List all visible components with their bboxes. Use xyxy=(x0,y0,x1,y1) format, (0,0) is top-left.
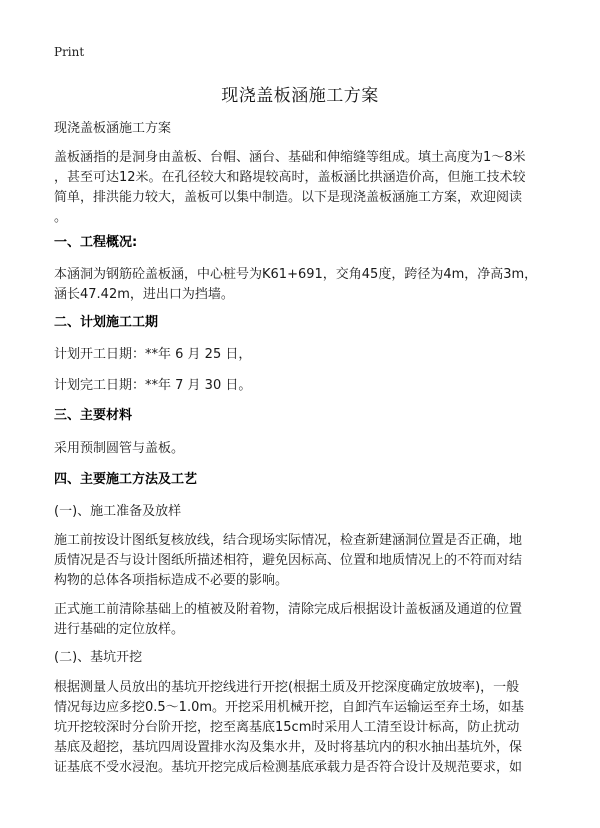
excavation-paragraph xyxy=(54,678,554,778)
paragraph-line: 涵长47.42m，进出口为挡墙。 xyxy=(54,287,234,302)
start-date-text: 计划开工日期：**年 6 月 25 日， xyxy=(54,347,252,362)
start-date xyxy=(54,345,554,365)
paragraph-line: 坑开挖较深时分台阶开挖，挖至离基底15cm时采用人工清至设计标高，防止扰动 xyxy=(54,720,520,735)
paragraph-line: 正式施工前清除基础上的植被及附着物，清除完成后根据设计盖板涵及通道的位置 xyxy=(54,602,523,617)
subsection-heading xyxy=(54,648,554,668)
subtitle-text: 现浇盖板涵施工方案 xyxy=(54,121,172,136)
project-overview xyxy=(54,265,554,305)
paragraph-line: 情况每边应多挖0.5～1.0m。开挖采用机械开挖，自卸汽车运输运至弃土场，如基 xyxy=(54,700,525,715)
section-heading xyxy=(54,406,554,426)
layout-paragraph xyxy=(54,600,554,640)
section-heading-text: 一、工程概况: xyxy=(54,235,138,250)
subsection-heading-text: (一)、施工准备及放样 xyxy=(54,504,182,519)
paragraph-line: 证基底不受水浸泡。基坑开挖完成后检测基底承载力是否符合设计及规范要求，如 xyxy=(54,760,523,775)
paragraph-line: ，甚至可达12米。在孔径较大和路堤较高时，盖板涵比拱涵造价高，但施工技术较 xyxy=(54,170,526,185)
page-title: 现浇盖板涵施工方案 xyxy=(221,86,379,106)
section-heading xyxy=(54,470,554,490)
paragraph-line: 盖板涵指的是洞身由盖板、台帽、涵台、基础和伸缩缝等组成。填土高度为1～8米 xyxy=(54,150,526,165)
materials-text: 采用预制圆管与盖板。 xyxy=(54,441,185,456)
subsection-heading xyxy=(54,502,554,522)
paragraph-line: 根据测量人员放出的基坑开挖线进行开挖(根据土质及开挖深度确定放坡率)，一般 xyxy=(54,680,520,695)
section-heading-text: 二、计划施工工期 xyxy=(54,315,159,330)
print-label[interactable]: Print xyxy=(54,45,85,59)
section-heading-text: 三、主要材料 xyxy=(54,408,133,423)
section-heading-text: 四、主要施工方法及工艺 xyxy=(54,472,198,487)
end-date-text: 计划完工日期：**年 7 月 30 日。 xyxy=(54,378,252,393)
materials xyxy=(54,439,554,459)
subtitle xyxy=(54,119,554,139)
paragraph-line: 构物的总体各项指标造成不必要的影响。 xyxy=(54,573,289,588)
paragraph-line: 质情况是否与设计图纸所描述相符，避免因标高、位置和地质情况上的不符而对结 xyxy=(54,553,523,568)
paragraph-line: 简单，排洪能力较大，盖板可以集中制造。以下是现浇盖板涵施工方案，欢迎阅读 xyxy=(54,190,523,205)
section-heading xyxy=(54,313,554,333)
paragraph-line: 本涵洞为钢筋砼盖板涵，中心桩号为K61+691，交角45度，跨径为4m，净高3m， xyxy=(54,267,538,282)
preparation-paragraph xyxy=(54,531,554,591)
intro-paragraph xyxy=(54,148,554,228)
paragraph-line: 进行基础的定位放样。 xyxy=(54,622,185,637)
paragraph-line: 施工前按设计图纸复核放线，结合现场实际情况，检查新建涵洞位置是否正确，地 xyxy=(54,533,523,548)
end-date xyxy=(54,376,554,396)
paragraph-line: 基底及超挖，基坑四周设置排水沟及集水井，及时将基坑内的积水抽出基坑外，保 xyxy=(54,740,523,755)
paragraph-line: 。 xyxy=(54,210,68,225)
section-heading xyxy=(54,233,554,253)
subsection-heading-text: (二)、基坑开挖 xyxy=(54,650,143,665)
